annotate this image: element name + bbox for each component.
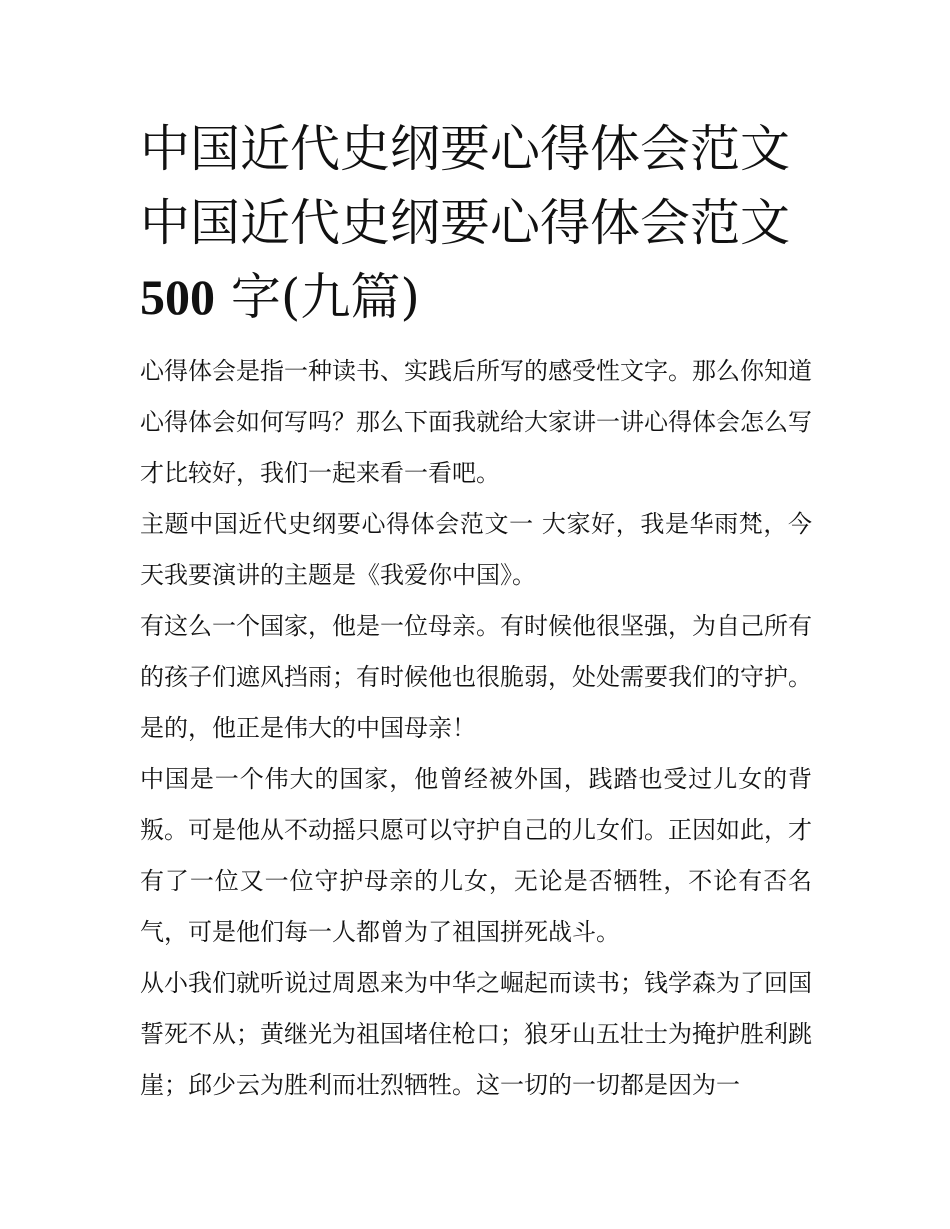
paragraph-intro: 心得体会是指一种读书、实践后所写的感受性文字。那么你知道心得体会如何写吗？那么下面我就给大家讲一讲心得体会怎么写才比较好，我们一起来看一看吧。: [140, 357, 812, 487]
paragraph-topic: 主题中国近代史纲要心得体会范文一 大家好，我是华雨梵，今天我要演讲的主题是《我爱你中国》。: [140, 510, 812, 589]
document-page: [140, 112, 812, 1111]
title-line-3: [140, 260, 812, 334]
paragraph-heroes: 从小我们就听说过周恩来为中华之崛起而读书；钱学森为了回国誓死不从；黄继光为祖国堵住枪口；狼牙山五壮士为掩护胜利跳崖；邱少云为胜利而壮烈牺牲。这一切的一切都是因为一: [140, 969, 812, 1099]
title-word-count: 500: [140, 269, 215, 325]
document-body: [140, 346, 812, 1111]
title-line-1: 中国近代史纲要心得体会范文: [140, 120, 790, 178]
title-suffix: 字(九篇): [215, 268, 420, 326]
document-title: [140, 112, 812, 334]
title-line-2: 中国近代史纲要心得体会范文: [140, 194, 790, 252]
paragraph-great-nation: 中国是一个伟大的国家，他曾经被外国，践踏也受过儿女的背叛。可是他从不动摇只愿可以守护自己的儿女们。正因如此，才有了一位又一位守护母亲的儿女，无论是否牺牲，不论有否名气，可是他们每一人都曾为了祖国拼死战斗。: [140, 765, 812, 946]
paragraph-mother: 有这么一个国家，他是一位母亲。有时候他很坚强，为自己所有的孩子们遮风挡雨；有时候他也很脆弱，处处需要我们的守护。是的，他正是伟大的中国母亲！: [140, 612, 812, 742]
